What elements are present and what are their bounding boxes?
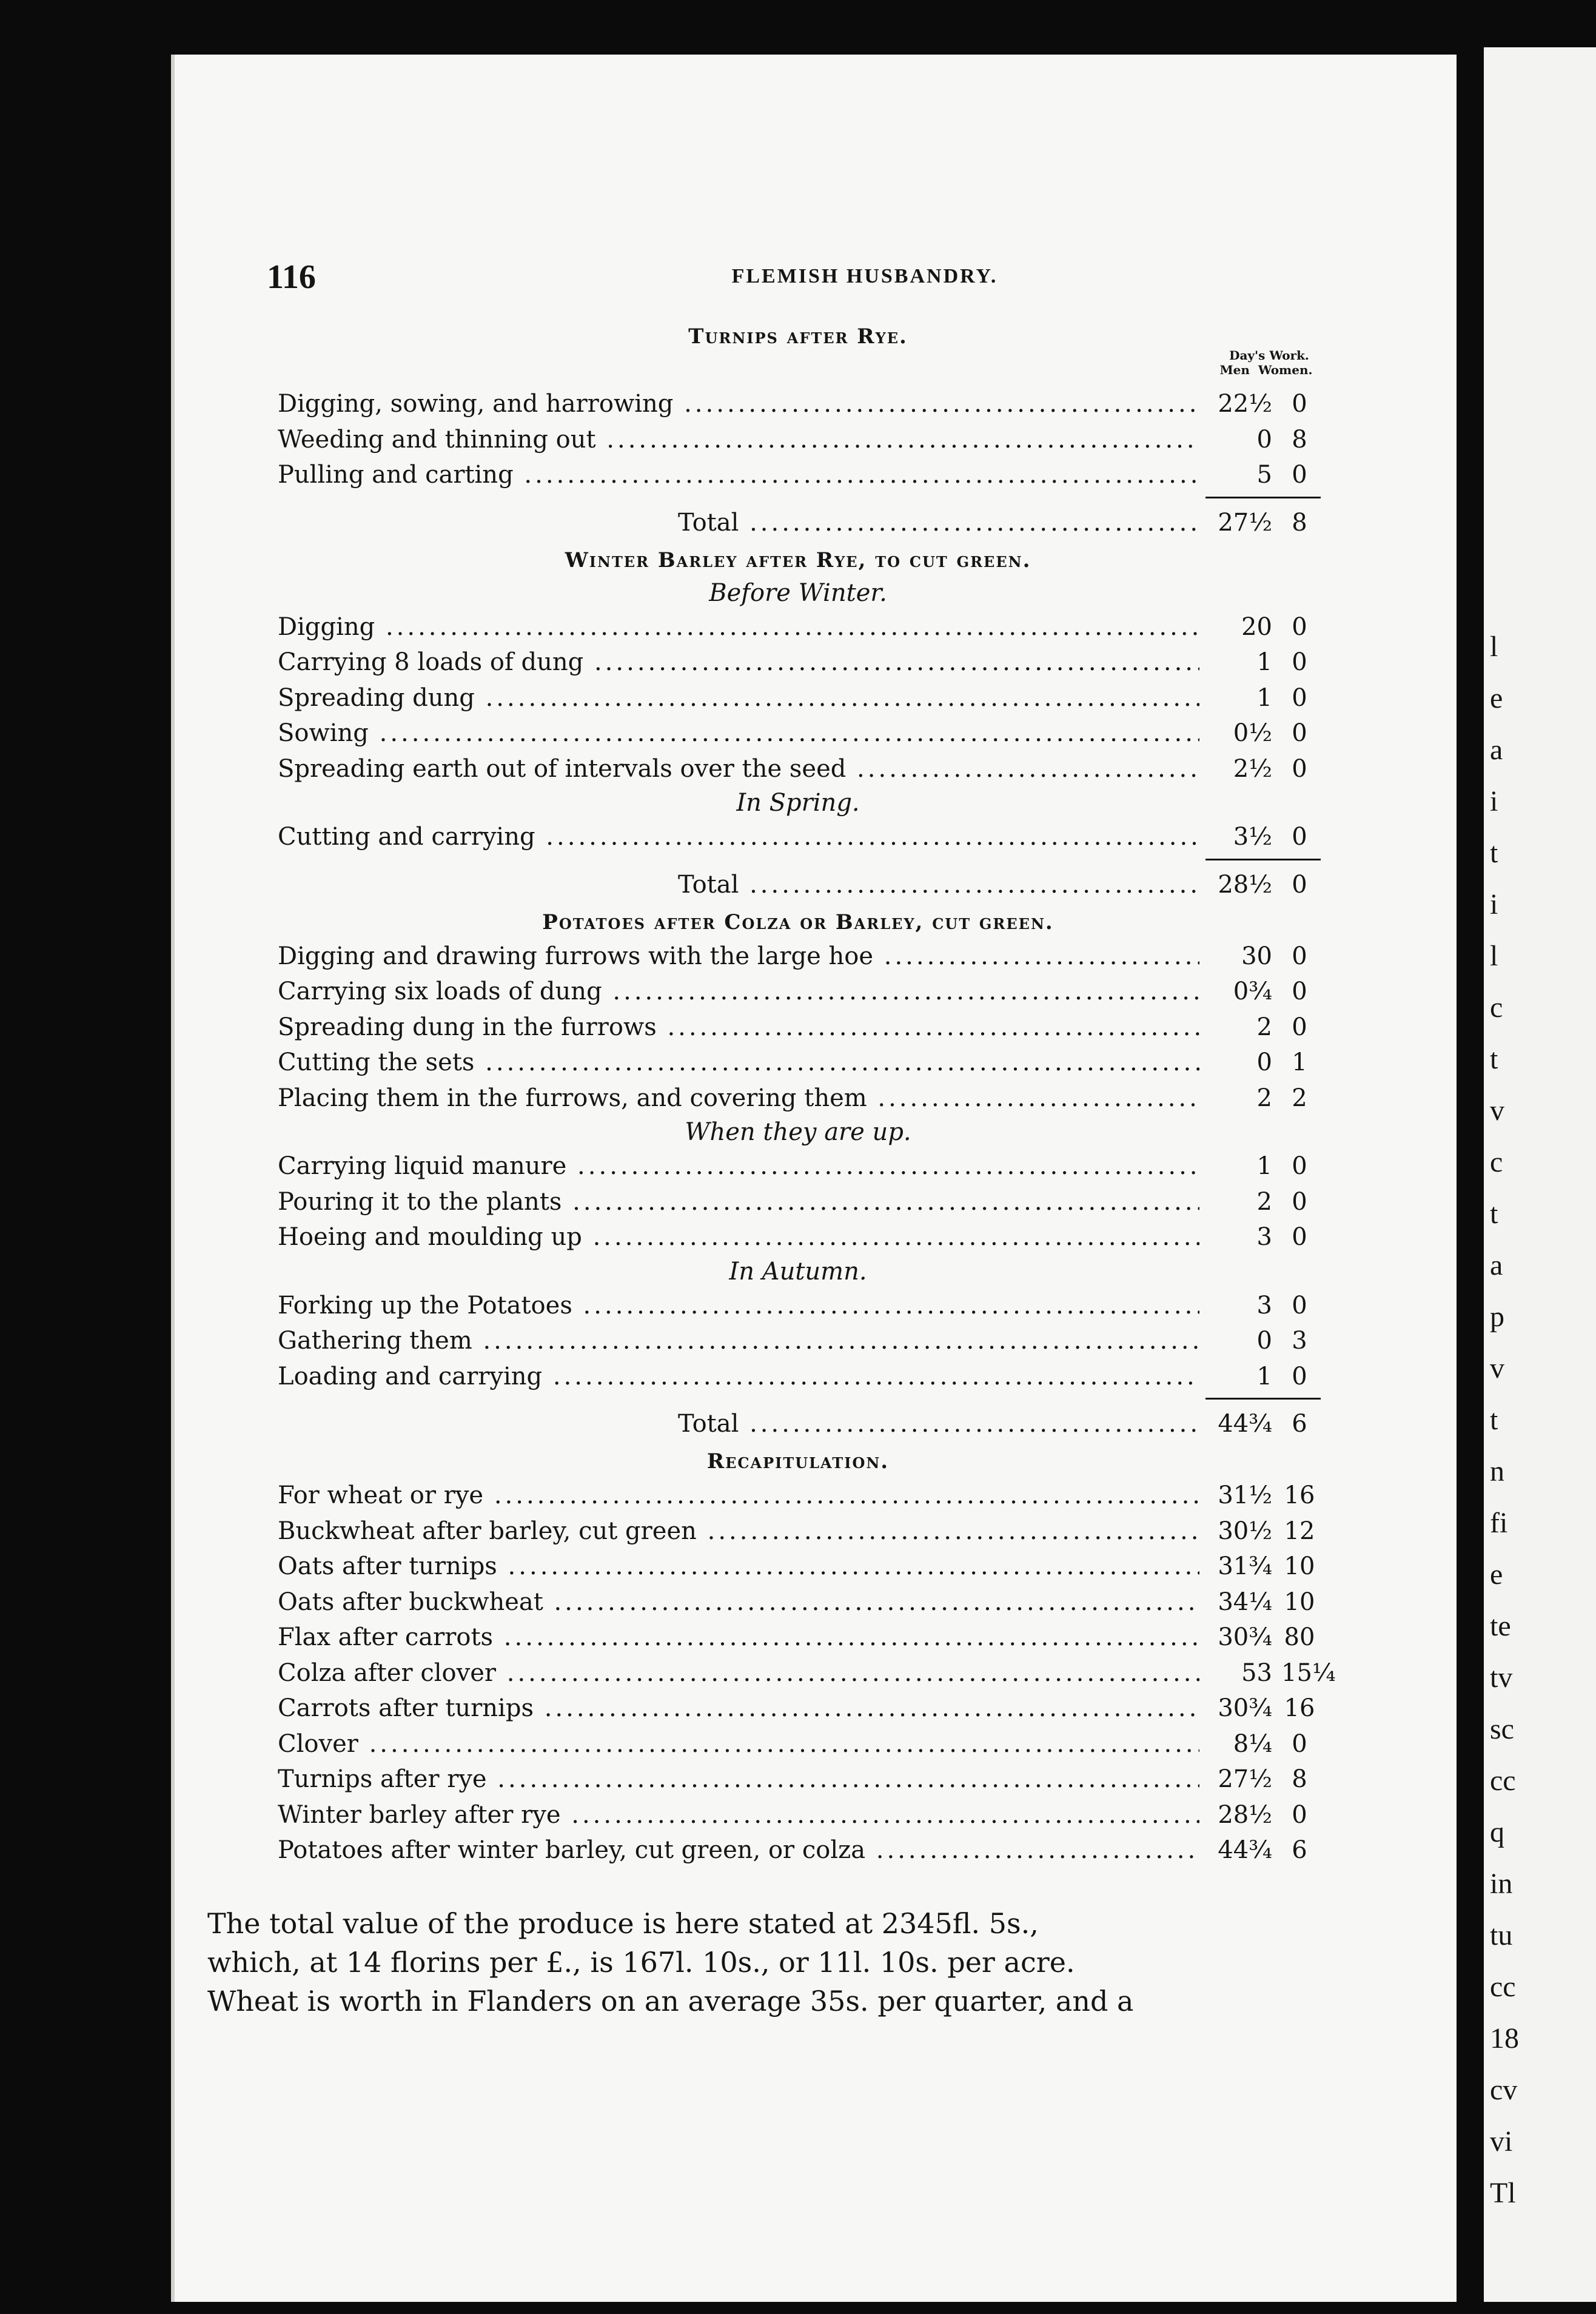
row-label: Carrots after turnips ..... bbox=[278, 1691, 1199, 1726]
section-potatoes bbox=[278, 906, 1318, 1446]
page-header bbox=[267, 258, 1463, 294]
women-days: 15¼ bbox=[1281, 1658, 1336, 1687]
running-head: FLEMISH HUSBANDRY. bbox=[731, 265, 998, 287]
table-row bbox=[278, 422, 1318, 458]
total-men: 44¾ bbox=[1218, 1410, 1272, 1438]
edge-letter: Tl bbox=[1490, 2177, 1516, 2209]
women-days: 10 bbox=[1284, 1552, 1315, 1580]
men-days: 27½ bbox=[1218, 1765, 1272, 1793]
row-label: Hoeing and moulding up ..... bbox=[278, 1219, 1199, 1255]
men-days: 8¼ bbox=[1233, 1729, 1272, 1758]
total-men: 28½ bbox=[1218, 870, 1272, 899]
section-turnips bbox=[278, 324, 1318, 544]
table-row bbox=[278, 1045, 1318, 1081]
women-days: 0 bbox=[1292, 648, 1307, 676]
total-women: 6 bbox=[1292, 1410, 1307, 1438]
edge-letter: i bbox=[1490, 888, 1498, 921]
edge-letter: a bbox=[1490, 734, 1503, 766]
labour-tables bbox=[278, 324, 1336, 1868]
table-row bbox=[278, 386, 1318, 422]
women-days: 6 bbox=[1292, 1836, 1307, 1864]
men-days: 30 bbox=[1241, 942, 1272, 970]
table-row bbox=[278, 1219, 1318, 1255]
table-row bbox=[278, 1010, 1318, 1045]
men-days: 3 bbox=[1256, 1291, 1272, 1320]
edge-letter: e bbox=[1490, 682, 1503, 714]
men-days: 1 bbox=[1256, 1362, 1272, 1390]
total-row bbox=[278, 501, 1318, 544]
row-group bbox=[278, 819, 1318, 855]
table-row bbox=[278, 819, 1318, 855]
table-row bbox=[278, 680, 1318, 716]
row-label: Turnips after rye ..... bbox=[278, 1762, 1199, 1797]
column-heading-men: Men bbox=[1219, 363, 1250, 377]
men-days: 30¾ bbox=[1218, 1623, 1272, 1651]
total-label: Total ..... bbox=[678, 864, 1199, 906]
edge-letter: t bbox=[1490, 1043, 1498, 1075]
row-label: Sowing ..... bbox=[278, 716, 1199, 751]
row-label: Cutting the sets ..... bbox=[278, 1045, 1199, 1081]
row-label: Carrying liquid manure ..... bbox=[278, 1149, 1199, 1184]
table-row bbox=[278, 1478, 1318, 1514]
edge-letter: i bbox=[1490, 785, 1498, 817]
edge-letter: c bbox=[1490, 991, 1503, 1024]
edge-letter: v bbox=[1490, 1095, 1504, 1127]
edge-letter: t bbox=[1490, 1404, 1498, 1436]
edge-letter: l bbox=[1490, 631, 1498, 663]
women-days: 0 bbox=[1292, 942, 1307, 970]
edge-letter: l bbox=[1490, 940, 1498, 972]
men-days: 0 bbox=[1256, 1327, 1272, 1355]
men-days: 44¾ bbox=[1218, 1836, 1272, 1864]
row-label: Pulling and carting ..... bbox=[278, 457, 1199, 493]
column-heading-men-women bbox=[1215, 363, 1318, 377]
subheading: Before Winter. bbox=[709, 578, 887, 607]
edge-letter: v bbox=[1490, 1352, 1504, 1384]
total-rule bbox=[278, 1394, 1318, 1403]
table-row bbox=[278, 1620, 1318, 1655]
edge-letter: t bbox=[1490, 837, 1498, 869]
men-days: 2½ bbox=[1233, 754, 1272, 783]
row-label: Flax after carrots ..... bbox=[278, 1620, 1199, 1655]
edge-letter: tv bbox=[1490, 1662, 1513, 1694]
edge-letter: a bbox=[1490, 1249, 1503, 1281]
women-days: 0 bbox=[1292, 1187, 1307, 1216]
section-winter-barley bbox=[278, 544, 1318, 906]
row-label: Gathering them ..... bbox=[278, 1323, 1199, 1359]
section-heading: Winter Barley after Rye, to cut green. bbox=[565, 548, 1031, 572]
women-days: 0 bbox=[1292, 978, 1307, 1005]
edge-letter: q bbox=[1490, 1816, 1504, 1848]
men-days: 31¾ bbox=[1218, 1552, 1272, 1580]
table-row bbox=[278, 1359, 1318, 1395]
women-days: 0 bbox=[1292, 683, 1307, 712]
column-headings bbox=[278, 349, 1318, 386]
edge-letter: sc bbox=[1490, 1713, 1514, 1745]
table-row bbox=[278, 1762, 1318, 1797]
row-group bbox=[278, 939, 1318, 1116]
total-row bbox=[278, 864, 1318, 906]
row-group bbox=[278, 1149, 1318, 1255]
edge-letter: in bbox=[1490, 1868, 1513, 1900]
men-days: 0 bbox=[1256, 1048, 1272, 1076]
men-days: 0 bbox=[1256, 425, 1272, 454]
row-label: Digging, sowing, and harrowing ..... bbox=[278, 386, 1199, 422]
table-row bbox=[278, 457, 1318, 493]
table-row bbox=[278, 1549, 1318, 1585]
table-row bbox=[278, 751, 1318, 787]
total-row bbox=[278, 1403, 1318, 1445]
row-label: Oats after buckwheat ..... bbox=[278, 1585, 1199, 1620]
edge-letter: vi bbox=[1490, 2125, 1513, 2158]
men-days: 0¾ bbox=[1233, 978, 1272, 1005]
row-label: Carrying six loads of dung ..... bbox=[278, 974, 1199, 1010]
table-row bbox=[278, 1184, 1318, 1220]
row-label: Digging and drawing furrows with the large hoe ..... bbox=[278, 939, 1199, 974]
men-days: 31½ bbox=[1218, 1481, 1272, 1509]
edge-letter: te bbox=[1490, 1610, 1511, 1642]
women-days: 16 bbox=[1284, 1481, 1315, 1509]
section-heading: Potatoes after Colza or Barley, cut green. bbox=[542, 910, 1054, 934]
women-days: 0 bbox=[1292, 461, 1307, 489]
women-days: 0 bbox=[1292, 1152, 1307, 1180]
table-row bbox=[278, 1691, 1318, 1726]
row-label: Winter barley after rye ..... bbox=[278, 1797, 1199, 1833]
edge-letter: p bbox=[1490, 1301, 1504, 1333]
women-days: 0 bbox=[1292, 719, 1307, 747]
women-days: 1 bbox=[1292, 1048, 1307, 1076]
table-row bbox=[278, 1655, 1336, 1691]
women-days: 0 bbox=[1292, 823, 1307, 851]
women-days: 0 bbox=[1292, 1800, 1307, 1829]
women-days: 0 bbox=[1292, 612, 1307, 641]
subheading: In Spring. bbox=[736, 789, 860, 817]
row-label: Carrying 8 loads of dung ..... bbox=[278, 645, 1199, 680]
table-row bbox=[278, 1726, 1318, 1762]
table-row bbox=[278, 974, 1318, 1010]
subheading: When they are up. bbox=[685, 1118, 911, 1146]
women-days: 0 bbox=[1292, 754, 1307, 783]
row-label: Loading and carrying ..... bbox=[278, 1359, 1199, 1395]
section-heading: Recapitulation. bbox=[706, 1449, 890, 1474]
table-row bbox=[278, 1288, 1318, 1324]
row-label: Spreading dung ..... bbox=[278, 680, 1199, 716]
facing-page-edge bbox=[1484, 47, 1596, 2302]
table-row bbox=[278, 1833, 1318, 1868]
women-days: 3 bbox=[1292, 1327, 1307, 1355]
row-label: Colza after clover ..... bbox=[278, 1655, 1199, 1691]
women-days: 80 bbox=[1284, 1623, 1315, 1651]
men-days: 28½ bbox=[1218, 1800, 1272, 1829]
table-row bbox=[278, 716, 1318, 751]
row-label: Digging ..... bbox=[278, 609, 1199, 645]
men-days: 3½ bbox=[1233, 823, 1272, 851]
men-days: 2 bbox=[1256, 1084, 1272, 1112]
edge-letter: fi bbox=[1490, 1507, 1508, 1539]
men-days: 53 bbox=[1241, 1658, 1272, 1687]
row-label: Forking up the Potatoes ..... bbox=[278, 1288, 1199, 1324]
women-days: 0 bbox=[1292, 1291, 1307, 1320]
paragraph-line: The total value of the produce is here stated at 2345fl. 5s., bbox=[207, 1907, 1039, 1940]
men-days: 0½ bbox=[1233, 719, 1272, 747]
men-days: 1 bbox=[1256, 648, 1272, 676]
men-days: 2 bbox=[1256, 1013, 1272, 1041]
women-days: 8 bbox=[1292, 1765, 1307, 1793]
page-number: 116 bbox=[267, 258, 316, 296]
men-days: 20 bbox=[1241, 612, 1272, 641]
women-days: 12 bbox=[1284, 1517, 1315, 1545]
table-row bbox=[278, 1585, 1318, 1620]
edge-letter: e bbox=[1490, 1558, 1503, 1591]
row-label: Weeding and thinning out ..... bbox=[278, 422, 1199, 458]
total-label: Total ..... bbox=[678, 501, 1199, 544]
total-rule bbox=[278, 855, 1318, 864]
row-group bbox=[278, 386, 1318, 493]
men-days: 30½ bbox=[1218, 1517, 1272, 1545]
table-row bbox=[278, 1081, 1318, 1116]
women-days: 16 bbox=[1284, 1694, 1315, 1722]
edge-letter: cv bbox=[1490, 2074, 1518, 2106]
edge-letter: cc bbox=[1490, 1765, 1516, 1797]
edge-letter: tu bbox=[1490, 1919, 1513, 1951]
section-recapitulation bbox=[278, 1445, 1336, 1868]
subheading: In Autumn. bbox=[729, 1257, 867, 1286]
women-days: 10 bbox=[1284, 1588, 1315, 1616]
total-men: 27½ bbox=[1218, 508, 1272, 537]
row-label: Cutting and carrying ..... bbox=[278, 819, 1199, 855]
total-rule bbox=[278, 493, 1318, 501]
men-days: 3 bbox=[1256, 1223, 1272, 1251]
row-label: Oats after turnips ..... bbox=[278, 1549, 1199, 1585]
table-row bbox=[278, 645, 1318, 680]
edge-letter: n bbox=[1490, 1455, 1504, 1487]
row-label: Spreading dung in the furrows ..... bbox=[278, 1010, 1199, 1045]
total-women: 8 bbox=[1292, 508, 1307, 537]
row-label: Buckwheat after barley, cut green ..... bbox=[278, 1514, 1199, 1549]
total-women: 0 bbox=[1292, 870, 1307, 899]
section-heading: Turnips after Rye. bbox=[688, 324, 908, 349]
column-heading-title: Day's Work. bbox=[1229, 348, 1309, 363]
women-days: 0 bbox=[1292, 1223, 1307, 1251]
paragraph-line: which, at 14 florins per £., is 167l. 10s., or 11l. 10s. per acre. bbox=[207, 1946, 1075, 1979]
men-days: 2 bbox=[1256, 1187, 1272, 1216]
total-label: Total ..... bbox=[678, 1403, 1199, 1445]
women-days: 0 bbox=[1292, 1729, 1307, 1758]
table-row bbox=[278, 1514, 1318, 1549]
column-heading-women: Women. bbox=[1258, 363, 1313, 377]
row-label: Potatoes after winter barley, cut green, or colza ..... bbox=[278, 1833, 1199, 1868]
row-label: Clover ..... bbox=[278, 1726, 1199, 1762]
row-label: Placing them in the furrows, and covering them ..... bbox=[278, 1081, 1199, 1116]
table-row bbox=[278, 1149, 1318, 1184]
row-group bbox=[278, 609, 1318, 787]
row-label: Pouring it to the plants ..... bbox=[278, 1184, 1199, 1220]
edge-letter: t bbox=[1490, 1198, 1498, 1230]
edge-letter: c bbox=[1490, 1146, 1503, 1178]
women-days: 0 bbox=[1292, 1362, 1307, 1390]
row-group bbox=[278, 1478, 1336, 1868]
row-label: Spreading earth out of intervals over the seed ..... bbox=[278, 751, 1199, 787]
row-group bbox=[278, 1288, 1318, 1395]
table-row bbox=[278, 1797, 1318, 1833]
men-days: 5 bbox=[1256, 461, 1272, 489]
edge-letter: 18 bbox=[1490, 2022, 1519, 2054]
men-days: 34¼ bbox=[1218, 1588, 1272, 1616]
men-days: 1 bbox=[1256, 683, 1272, 712]
women-days: 0 bbox=[1292, 1013, 1307, 1041]
body-paragraph bbox=[207, 1904, 1326, 2021]
table-row bbox=[278, 609, 1318, 645]
women-days: 2 bbox=[1292, 1084, 1307, 1112]
table-row bbox=[278, 939, 1318, 974]
women-days: 0 bbox=[1292, 390, 1307, 418]
men-days: 22½ bbox=[1218, 390, 1272, 418]
paragraph-line: Wheat is worth in Flanders on an average 35s. per quarter, and a bbox=[207, 1985, 1134, 2017]
table-row bbox=[278, 1323, 1318, 1359]
men-days: 30¾ bbox=[1218, 1694, 1272, 1722]
row-label: For wheat or rye ..... bbox=[278, 1478, 1199, 1514]
edge-letter: cc bbox=[1490, 1971, 1516, 2003]
women-days: 8 bbox=[1292, 425, 1307, 454]
men-days: 1 bbox=[1256, 1152, 1272, 1180]
